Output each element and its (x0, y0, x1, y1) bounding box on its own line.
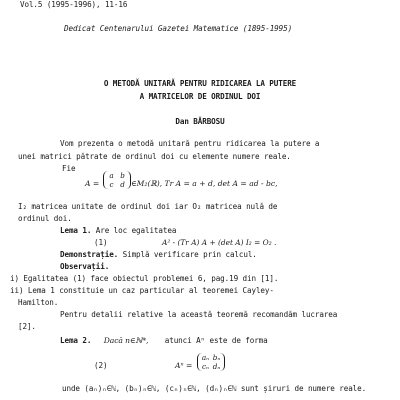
details-line-1: Pentru detalii relative la această teoremă recomandăm lucrarea (60, 310, 338, 319)
matrix-an-row-2 (200, 362, 222, 371)
observation-i: i) Egalitatea (1) face obiectul problemei 6, pag.19 din [1]. (10, 274, 279, 283)
equation-1-number: (1) (94, 238, 108, 247)
intro-line-2: unei matrici pătrate de ordinul doi cu elemente numere reale. (18, 152, 291, 161)
lema1-statement (60, 226, 176, 235)
matrix-a-row-1 (106, 171, 128, 180)
intro-line-1: Vom prezenta o metodă unitară pentru ridicarea la putere a (60, 139, 320, 148)
lema2-condition: Dacă n∈ℕ*, (103, 336, 149, 345)
equation-2-number: (2) (94, 361, 108, 370)
matrix-an (197, 353, 225, 371)
matrix-a-lhs: A = (85, 179, 100, 188)
matrix-a-entry: c (109, 180, 114, 189)
matrix-an-entry: aₙ (201, 353, 210, 362)
matrix-an-row-1 (200, 353, 222, 362)
lema1-text: Are loc egalitatea (95, 226, 177, 235)
observations-label: Observații. (60, 262, 110, 271)
paper-title-line1: O METODĂ UNITARĂ PENTRU RIDICAREA LA PUTERE (103, 79, 297, 88)
matrix-a (103, 171, 131, 189)
dedication-line: Dedicat Centenarului Gazetei Matematice (1895-1995) (64, 24, 293, 33)
matrix-a-entry: a (109, 171, 114, 180)
observation-ii-line-2: Hamilton. (18, 298, 59, 307)
matrix-a-row-2 (106, 180, 128, 189)
lema2-statement (60, 336, 268, 345)
matrix-an-lhs: Aⁿ = (175, 361, 193, 370)
matrix-an-entry: cₙ (202, 362, 209, 371)
identity-null-line-2: ordinul doi. (18, 214, 72, 223)
identity-null-line-1: I₂ matricea unitate de ordinul doi iar O₂ matricea nulă de (18, 202, 278, 211)
matrix-an-entry: dₙ (212, 362, 221, 371)
paper-title-line2: A MATRICELOR DE ORDINUL DOI (139, 92, 261, 101)
matrix-a-entry: b (120, 171, 125, 180)
matrix-a-definition-tail: ∈M₂(ℝ), Tr A = a + d, det A = ad - bc, (131, 179, 278, 188)
lema2-conclusion: atunci Aⁿ este de forma (164, 336, 268, 345)
matrix-a-entry: d (120, 180, 125, 189)
fie-word: Fie (62, 164, 76, 173)
equation-1-formula: A² - (Tr A) A + (det A) I₂ = O₂ . (162, 238, 277, 247)
matrix-an-entry: bₙ (212, 353, 221, 362)
demonstration-label: Demonstrație. (60, 250, 119, 259)
author-name: Dan BĂRBOSU (175, 117, 225, 126)
lema1-label: Lema 1. (60, 226, 92, 235)
lema2-label: Lema 2. (60, 336, 92, 345)
sequences-definition-line: unde (aₙ)ₙ∈ℕ, (bₙ)ₙ∈ℕ, (cₙ)ₙ∈ℕ, (dₙ)ₙ∈ℕ sunt șiruri de numere reale. (62, 384, 367, 393)
demonstration-text: Simplă verificare prin calcul. (122, 250, 257, 259)
journal-volume-ref: Vol.5 (1995-1996), 11-16 (20, 0, 128, 9)
observation-ii-line-1: ii) Lema 1 constituie un caz particular al teoremei Cayley- (10, 286, 274, 295)
demonstration-line (60, 250, 257, 259)
details-line-2: [2]. (18, 322, 36, 331)
